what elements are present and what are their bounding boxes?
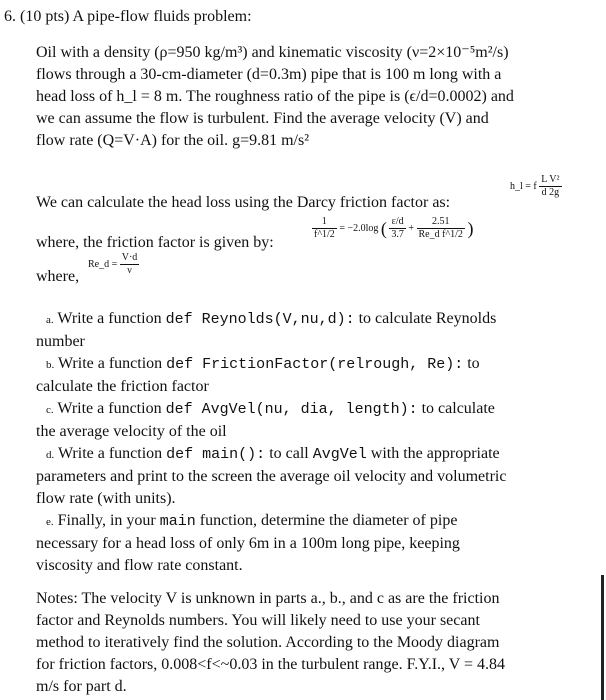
problem-line-4: we can assume the flow is turbulent. Find the average velocity (V) and bbox=[36, 110, 489, 127]
task-d: d. Write a function def main(): to call AvgVel with the appropriate bbox=[46, 445, 500, 463]
darcy-denominator: d 2g bbox=[541, 187, 560, 198]
reynolds-den: ν bbox=[127, 265, 132, 276]
problem-line-3: head loss of h_l = 8 m. The roughness ratio of the pipe is (ϵ/d=0.0002) and bbox=[36, 88, 514, 105]
darcy-lhs: h_l = f bbox=[510, 180, 537, 192]
task-b: b. Write a function def FrictionFactor(relrough, Re): to bbox=[46, 355, 480, 373]
darcy-numerator: L V² bbox=[541, 174, 560, 185]
where-text: where, bbox=[36, 268, 80, 285]
darcy-equation bbox=[510, 174, 562, 199]
problem-statement bbox=[36, 42, 574, 152]
reynolds-num: V·d bbox=[121, 252, 138, 263]
task-a-code: def Reynolds(V,nu,d): bbox=[165, 311, 355, 328]
task-d-code2: AvgVel bbox=[312, 446, 367, 463]
reynolds-lhs: Re_d = bbox=[88, 258, 118, 270]
colebrook-lhs-den: f^1/2 bbox=[314, 229, 335, 240]
problem-line-5: flow rate (Q=V·A) for the oil. g=9.81 m/s² bbox=[36, 132, 310, 149]
task-a-marker: a. bbox=[46, 314, 54, 326]
task-c-marker: c. bbox=[46, 404, 54, 416]
notes-line-1: Notes: The velocity V is unknown in parts a., b., and c as are the friction bbox=[36, 590, 500, 607]
problem-line-2: flows through a 30-cm-diameter (d=0.3m) pipe that is 100 m long with a bbox=[36, 66, 502, 83]
task-c-code: def AvgVel(nu, dia, length): bbox=[165, 401, 418, 418]
notes-line-5: m/s for part d. bbox=[36, 678, 127, 695]
colebrook-term2-num: 2.51 bbox=[417, 216, 465, 229]
colebrook-plus: + bbox=[408, 222, 415, 234]
problem-line-1: Oil with a density (ρ=950 kg/m³) and kinematic viscosity (ν=2×10⁻⁵m²/s) bbox=[36, 44, 509, 61]
colebrook-lhs-num: 1 bbox=[312, 216, 337, 229]
notes-line-3: method to iteratively find the solution. According to the Moody diagram bbox=[36, 634, 500, 651]
reynolds-equation bbox=[88, 252, 139, 277]
task-c: c. Write a function def AvgVel(nu, dia, length): to calculate bbox=[46, 400, 495, 418]
scrollbar[interactable] bbox=[601, 575, 604, 700]
task-e: e. Finally, in your main function, determine the diameter of pipe bbox=[46, 512, 458, 530]
notes-line-2: factor and Reynolds numbers. You will likely need to use your secant bbox=[36, 612, 480, 629]
task-e-marker: e. bbox=[46, 516, 54, 528]
colebrook-mid: = −2.0log bbox=[339, 222, 379, 234]
task-list: a. Write a function def Reynolds(V,nu,d): to calculate Reynolds number b. Write a function def FrictionFactor(relrough, Re): to calculate the friction factor c. Write a function def AvgVel(nu, dia, length): to calculate the average velocity of the oil d. Write a function def main(): to call AvgVel with the appropriate parameters and print to the screen the average oil velocity and volumetric flow rate (with units). e. Finally, in your main function, determine the diameter of pipe necessary for a head loss of only 6m in a 100m long pipe, keeping viscosity and flow rate constant. bbox=[36, 308, 574, 577]
task-d-code: def main(): bbox=[166, 446, 266, 463]
task-b-marker: b. bbox=[46, 359, 55, 371]
friction-text: where, the friction factor is given by: bbox=[36, 234, 274, 251]
question-header: 6. (10 pts) A pipe-flow fluids problem: bbox=[4, 8, 252, 25]
notes-line-4: for friction factors, 0.008<f<~0.03 in the turbulent range. F.Y.I., V = 4.84 bbox=[36, 656, 506, 673]
colebrook-term1-den: 3.7 bbox=[391, 229, 404, 240]
colebrook-term2-den: Re_d f^1/2 bbox=[418, 229, 463, 240]
colebrook-term1-num: ε/d bbox=[389, 216, 406, 229]
colebrook-equation: $\frac{1}{f\^{}1/2}$ = −2.0log ( $\frac{\varepsilon/d}{3.7}$ + $\frac{2.51}{\text{Re\_d f\textasciicircum{}1/2}}$ ) bbox=[314, 216, 474, 240]
task-d-marker: d. bbox=[46, 449, 55, 461]
darcy-text: We can calculate the head loss using the Darcy friction factor as: bbox=[36, 194, 451, 211]
task-a: a. Write a function def Reynolds(V,nu,d): to calculate Reynolds bbox=[46, 310, 497, 328]
task-b-code: def FrictionFactor(relrough, Re): bbox=[166, 356, 464, 373]
notes-section bbox=[36, 588, 574, 698]
task-e-code: main bbox=[159, 513, 196, 530]
